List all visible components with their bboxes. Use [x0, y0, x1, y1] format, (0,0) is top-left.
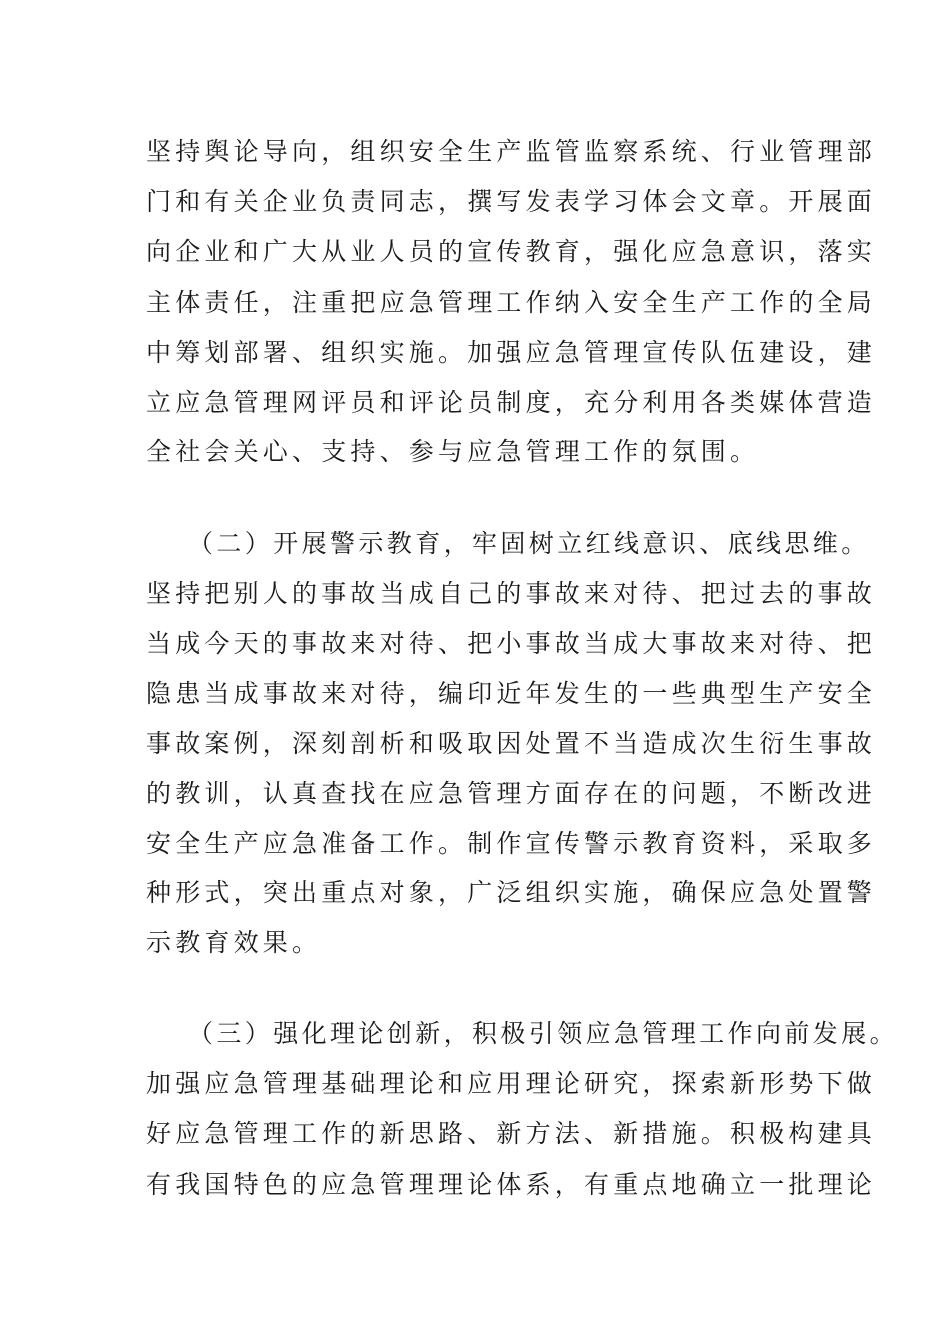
text-line: 全社会关心、支持、参与应急管理工作的氛围。	[146, 437, 760, 466]
text-line: 示教育效果。	[146, 928, 322, 957]
text-line: 好应急管理工作的新思路、新方法、新措施。积极构建具	[146, 1119, 877, 1148]
text-line: 有我国特色的应急管理理论体系，有重点地确立一批理论	[146, 1170, 877, 1199]
text-line: 安全生产应急准备工作。制作宣传警示教育资料，采取多	[146, 829, 877, 858]
text-line: 当成今天的事故来对待、把小事故当成大事故来对待、把	[146, 629, 877, 658]
text-line: 主体责任，注重把应急管理工作纳入安全生产工作的全局	[146, 288, 877, 317]
text-line: 加强应急管理基础理论和应用理论研究，探索新形势下做	[146, 1069, 877, 1098]
text-line: 门和有关企业负责同志，撰写发表学习体会文章。开展面	[146, 187, 877, 216]
text-line: 隐患当成事故来对待，编印近年发生的一些典型生产安全	[146, 679, 877, 708]
text-line: 种形式，突出重点对象，广泛组织实施，确保应急处置警	[146, 878, 877, 907]
text-line: 向企业和广大从业人员的宣传教育，强化应急意识，落实	[146, 237, 877, 266]
text-line: 中筹划部署、组织实施。加强应急管理宣传队伍建设，建	[146, 338, 877, 367]
section-heading-2: （二）开展警示教育，牢固树立红线意识、底线思维。	[188, 529, 870, 558]
text-line: 的教训，认真查找在应急管理方面存在的问题，不断改进	[146, 779, 877, 808]
text-line: 坚持把别人的事故当成自己的事故来对待、把过去的事故	[146, 579, 877, 608]
text-line: 立应急管理网评员和评论员制度，充分利用各类媒体营造	[146, 388, 877, 417]
text-line: 坚持舆论导向，组织安全生产监管监察系统、行业管理部	[146, 137, 877, 166]
text-line: 事故案例，深刻剖析和吸取因处置不当造成次生衍生事故	[146, 729, 877, 758]
section-heading-3: （三）强化理论创新，积极引领应急管理工作向前发展。	[188, 1019, 899, 1048]
